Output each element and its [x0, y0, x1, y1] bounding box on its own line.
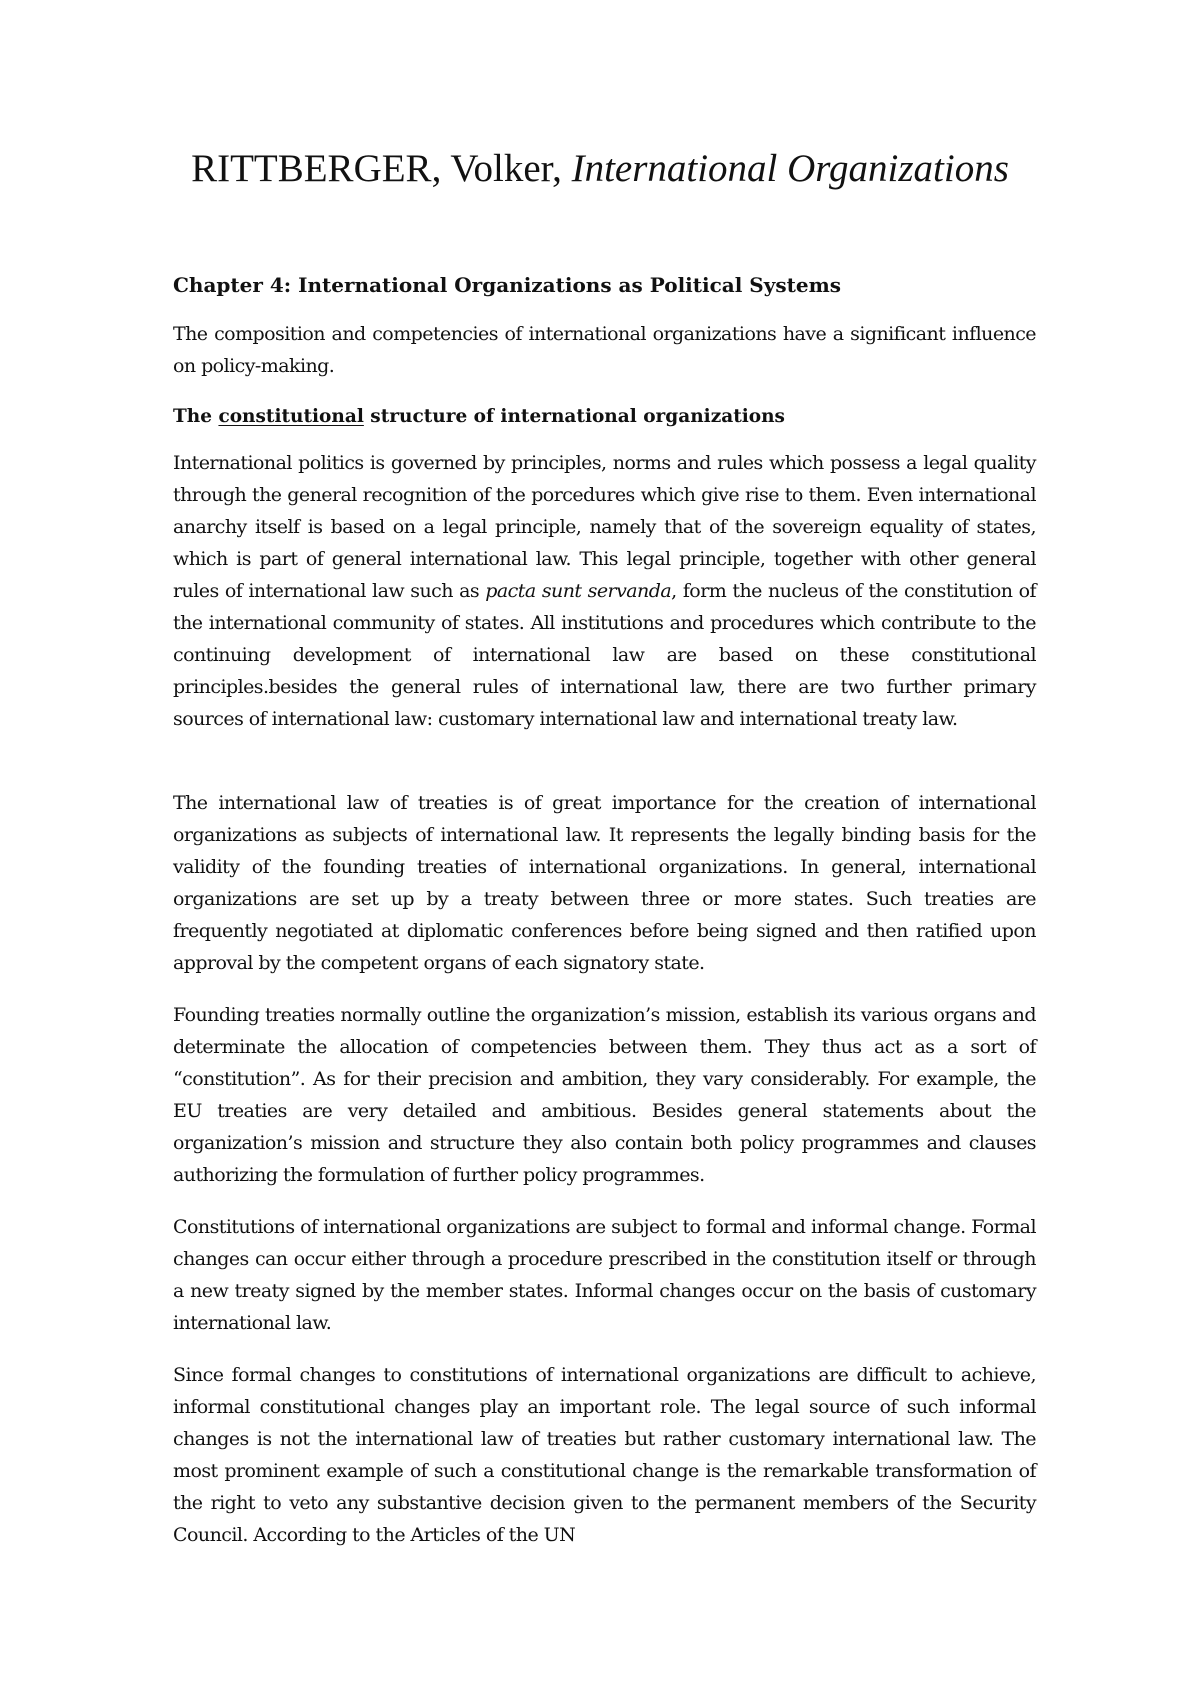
title-author: RITTBERGER, Volker,	[191, 147, 572, 190]
paragraph-5: Since formal changes to constitutions of international organizations are difficult to achieve, informal constitutional changes play an important role. The legal source of such informal changes is not the international law of treaties but rather customary international law. The most prominent example of such a constitutional change is the remarkable transformation of the right to veto any substantive decision given to the permanent members of the Security Council. According to the Articles of the UN	[173, 1364, 1036, 1546]
paragraph-1-start: International politics is governed by principles, norms and rules which possess a legal quality through the general recognition of the porcedures which give rise to them. Even international anarchy itself is based on a legal principle, namely that of the sovereign equality of states, which is part of general international law. This legal principle, together with other general rules of international law such as	[173, 452, 1036, 602]
paragraph-3: Founding treaties normally outline the organization’s mission, establish its various organs and determinate the allocation of competencies between them. They thus act as a sort of “constitution”. As for their precision and ambition, they vary considerably. For example, the EU treaties are very detailed and ambitious. Besides general statements about the organization’s mission and structure they also contain both policy programmes and clauses authorizing the formulation of further policy programmes.	[173, 1004, 1036, 1186]
paragraph-2: The international law of treaties is of great importance for the creation of international organizations as subjects of international law. It represents the legally binding basis for the validity of the founding treaties of international organizations. In general, international organizations are set up by a treaty between three or more states. Such treaties are frequently negotiated at diplomatic conferences before being signed and then ratified upon approval by the competent organs of each signatory state.	[173, 792, 1036, 974]
chapter-heading: Chapter 4: International Organizations as Political Systems	[173, 273, 842, 297]
section-heading-start: The	[173, 406, 219, 427]
section-heading-underlined: constitutional	[218, 406, 364, 427]
title-book: International Organizations	[571, 147, 1009, 190]
document-title	[160, 140, 1040, 197]
section-heading	[173, 402, 1033, 432]
intro-paragraph: The composition and competencies of international organizations have a significant influence on policy-making.	[173, 323, 1036, 377]
paragraph-4: Constitutions of international organizations are subject to formal and informal change. Formal changes can occur either through a procedure prescribed in the constitution itself or through a new treaty signed by the member states. Informal changes occur on the basis of customary international law.	[173, 1216, 1036, 1334]
paragraph-1	[173, 447, 1036, 735]
section-heading-end: structure of international organizations	[363, 406, 785, 427]
paragraph-1-end: , form the nucleus of the constitution of the international community of states. All institutions and procedures which contribute to the continuing development of international law are based on these constitutional principles.besides the general rules of international law, there are two further primary sources of international law: customary international law and international treaty law.	[173, 580, 1037, 730]
paragraph-1-latin-term: pacta sunt servanda	[485, 580, 672, 602]
